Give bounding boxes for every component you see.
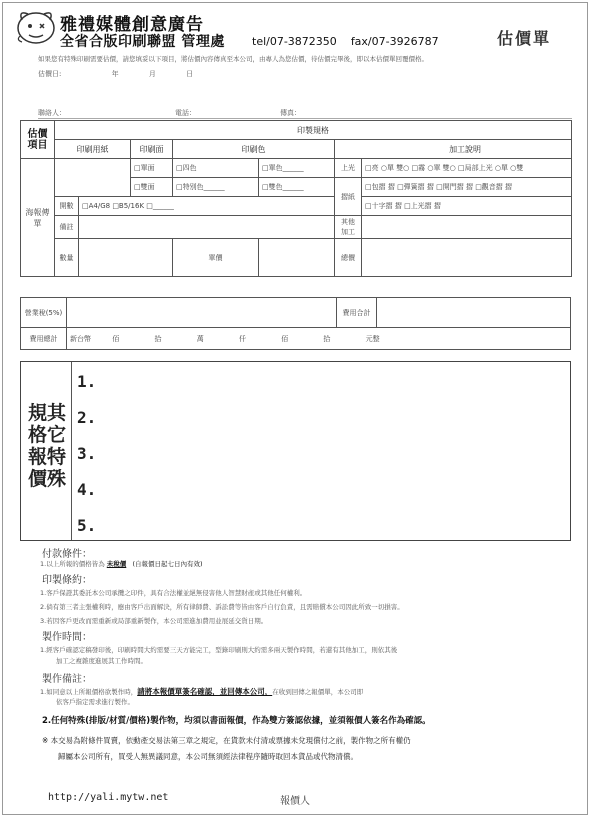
payment-term: 1.以上所報的價格皆為 未稅價 (自報價日起七日內有效) bbox=[40, 560, 203, 568]
phone-number: tel/07-3872350 bbox=[252, 35, 337, 48]
size-options[interactable]: □A4/G8 □B5/16K □______ bbox=[79, 197, 335, 216]
tax-input[interactable] bbox=[67, 298, 337, 328]
note-heading: 製作備註： bbox=[42, 674, 92, 685]
coating-options[interactable]: □亮 ○單 雙○ □霧 ○單 雙○ □局部上光 ○單 ○雙 bbox=[362, 159, 572, 178]
fold-options[interactable]: □包摺 摺 □彈簧摺 摺 □開門摺 摺 □觀音摺 摺 bbox=[362, 178, 572, 197]
contact-info bbox=[252, 35, 439, 48]
contact-label: 聯絡人： bbox=[38, 109, 66, 117]
company-name: 雅禮媒體創意廣告 bbox=[60, 15, 204, 35]
remark-label: 備註 bbox=[55, 216, 79, 239]
single-side-option[interactable]: □單面 bbox=[131, 159, 173, 178]
double-side-option[interactable]: □雙面 bbox=[131, 178, 173, 197]
divider bbox=[38, 118, 572, 119]
remark-input[interactable] bbox=[79, 216, 335, 239]
union-name: 全省合版印刷聯盟 管理處 bbox=[60, 34, 225, 50]
total-input[interactable] bbox=[362, 239, 572, 277]
qty-label: 數量 bbox=[55, 239, 79, 277]
cross-fold-options[interactable]: □十字摺 摺 □上光摺 摺 bbox=[362, 197, 572, 216]
note-term-3: ※ 本交易為附條件買賣，依動產交易法第三章之規定，在貨款未付清或票據未兌現償付之前，製作物之所有權仍 bbox=[42, 736, 411, 745]
fax-label: 傳真： bbox=[280, 109, 301, 117]
month-label: 月 bbox=[148, 70, 156, 78]
fax-number: fax/07-3926787 bbox=[350, 35, 439, 48]
folding-label: 摺紙 bbox=[335, 178, 362, 216]
col-side: 印刷面 bbox=[131, 140, 173, 159]
notice-text: 如果您有特殊印刷需要估價，請您填妥以下項目，將估價內容傳真至本公司，由專人為您估價，待估價完畢後，即以本估價單回覆價格。 bbox=[38, 55, 428, 63]
day-label: 日 bbox=[186, 70, 194, 78]
spec-table bbox=[20, 120, 572, 277]
phone-label: 電話： bbox=[175, 109, 196, 117]
spec-item[interactable]: 3. bbox=[77, 444, 97, 463]
time-heading: 製作時間： bbox=[42, 632, 92, 643]
print-term: 2.倘有第三者主張權利時，應由客戶出面解決，所有律師費、訴訟費等皆由客戶自行負責，且需賠償本公司因此所致一切損害。 bbox=[40, 603, 404, 611]
note-term-3b: 歸屬本公司所有，買受人無異議同意，本公司無須經法律程序隨時取回本貨品或代物清償。 bbox=[58, 752, 358, 761]
spec-item[interactable]: 1. bbox=[77, 372, 97, 391]
item-label-cell: 估價項目 bbox=[21, 121, 55, 159]
quote-date bbox=[38, 69, 221, 79]
special-spec-label: 規其格它報特價殊 bbox=[27, 402, 66, 490]
four-color-option[interactable]: □四色 bbox=[173, 159, 259, 178]
spec-header: 印製規格 bbox=[55, 121, 572, 140]
total-label: 總價 bbox=[335, 239, 362, 277]
double-color-option[interactable]: □雙色______ bbox=[259, 178, 335, 197]
row-label-poster: 海報傳單 bbox=[21, 159, 55, 277]
totals-table bbox=[20, 297, 571, 350]
qty-input[interactable] bbox=[79, 239, 173, 277]
special-color-option[interactable]: □特別色______ bbox=[173, 178, 259, 197]
print-term: 3.若因客戶更改而需重新或局部重新製作，本公司需進加費用並展延交貨日期。 bbox=[40, 617, 268, 625]
website-link[interactable]: http://yali.mytw.net bbox=[48, 792, 169, 803]
paper-input[interactable] bbox=[55, 159, 131, 197]
subtotal-label: 費用合計 bbox=[337, 298, 377, 328]
year-label: 年 bbox=[111, 70, 119, 78]
special-spec-box bbox=[20, 361, 571, 541]
unit-price-label: 單價 bbox=[173, 239, 259, 277]
currency-label: 新台幣 bbox=[70, 334, 91, 343]
doc-title: 估價單 bbox=[497, 29, 552, 48]
subtotal-input[interactable] bbox=[377, 298, 571, 328]
size-label: 開數 bbox=[55, 197, 79, 216]
grand-total-label: 費用總計 bbox=[21, 328, 67, 350]
spec-item[interactable]: 4. bbox=[77, 480, 97, 499]
spec-item[interactable]: 2. bbox=[77, 408, 97, 427]
other-process-label: 其他加工 bbox=[335, 216, 362, 239]
time-term: 加工之複雜度進展其工作時間。 bbox=[56, 657, 147, 665]
col-color: 印刷色 bbox=[173, 140, 335, 159]
time-term: 1.經客戶確認定稿發印後，印刷時間大約需要三天方能完工，型錄印刷則大約需多兩天製作時間，若還有其他加工，則依其後 bbox=[40, 646, 398, 654]
single-color-option[interactable]: □單色______ bbox=[259, 159, 335, 178]
payment-heading: 付款條件： bbox=[42, 549, 92, 560]
print-term: 1.客戶保證其委託本公司承攬之印件，具有合法權並絕無侵害他人智慧財產或其他任何權利。 bbox=[40, 589, 307, 597]
note-term: 依客戶指定需求進行製作。 bbox=[56, 698, 134, 706]
divider bbox=[71, 362, 72, 540]
date-label: 估價日: bbox=[38, 70, 62, 78]
coating-label: 上光 bbox=[335, 159, 362, 178]
note-term-2: 2.任何特殊(排版/材質/價格)製作物，均須以書面報價，作為雙方簽認依據，並須報價人簽名作為確認。 bbox=[42, 716, 431, 726]
mascot-logo-icon bbox=[14, 6, 58, 46]
note-term: 1.如同意以上所報價格欲製作時，請將本報價單簽名確認，並回傳本公司，在收到回傳之報價單，本公司即 bbox=[40, 687, 364, 696]
amount-in-words[interactable]: 新台幣 佰 拾 萬 仟 佰 拾 元整 bbox=[67, 328, 571, 350]
print-heading: 印製條約： bbox=[42, 575, 92, 586]
other-process-input[interactable] bbox=[362, 216, 572, 239]
col-paper: 印刷用紙 bbox=[55, 140, 131, 159]
signature-label: 報價人 bbox=[280, 796, 310, 807]
col-process: 加工說明 bbox=[335, 140, 572, 159]
unit-price-input[interactable] bbox=[259, 239, 335, 277]
tax-label: 營業稅(5%) bbox=[21, 298, 67, 328]
spec-item[interactable]: 5. bbox=[77, 516, 97, 535]
